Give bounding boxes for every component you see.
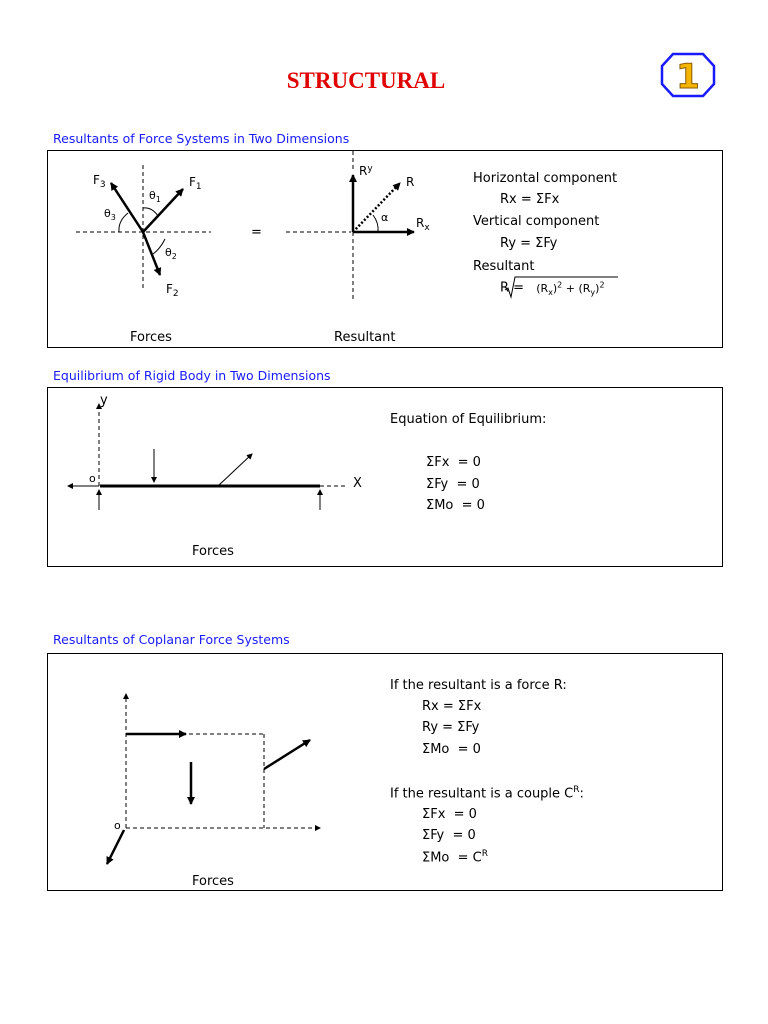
theta1-label: $\theta_1$ [149,189,161,204]
section-heading-resultants-2d: Resultants of Force Systems in Two Dimensions [53,131,350,146]
horizontal-component-label: Horizontal component [473,171,618,186]
couple-sum-fx-equation: ΣFx = 0 [422,807,477,822]
equilibrium-panel [47,387,723,567]
sum-fy-equation: ΣFy = 0 [426,477,480,492]
rx-equation: Rx = ΣFx [422,699,482,714]
section-heading-equilibrium: Equilibrium of Rigid Body in Two Dimensions [53,368,331,383]
ry-equation: Ry = ΣFy [500,236,558,251]
x-axis-label: X [353,476,362,491]
coplanar-panel [47,653,723,891]
coplanar-diagram [48,654,722,890]
equals-sign: = [251,225,262,240]
force-resultant-title: If the resultant is a force R: [390,678,567,693]
resultants-2d-panel [47,150,723,348]
rx-label: $R_x$ [416,216,430,233]
resultant-r-arrow [353,183,400,232]
f1-label: $F_1$ [189,175,202,192]
forces-caption: Forces [130,330,172,345]
f2-label: $F_2$ [166,282,179,299]
origin-force-arrow [107,830,124,864]
f3-label: $F_3$ [93,173,106,190]
resultant-caption: Resultant [334,330,396,345]
force-f2-arrow [143,232,160,275]
resultant-label: Resultant [473,259,535,274]
page-title: STRUCTURAL [286,68,446,93]
ry-equation: Ry = ΣFy [422,720,480,735]
ry-label: $R^y$ [359,164,373,178]
origin-label: o [89,472,96,485]
vertical-component-label: Vertical component [473,214,600,229]
angled-force-arrow [264,740,310,769]
page-number: 1 [676,57,700,97]
forces-caption: Forces [192,544,234,559]
angled-load-arrow [218,454,252,486]
theta2-label: $\theta_2$ [165,246,177,261]
couple-sum-mo-equation: $\Sigma Mo = C^R$ [422,849,489,866]
alpha-label: α [381,211,389,224]
sum-fx-equation: ΣFx = 0 [426,455,481,470]
y-axis-label: y [100,393,108,408]
theta3-label: $\theta_3$ [104,207,116,222]
origin-label: o [114,819,121,832]
forces-caption: Forces [192,874,234,889]
force-f3-arrow [111,183,143,232]
r-label: R [406,175,415,189]
sum-mo-equation: ΣMo = 0 [422,742,481,757]
sum-mo-equation: ΣMo = 0 [426,498,485,513]
equilibrium-equation-title: Equation of Equilibrium: [390,412,547,427]
couple-resultant-title: If the resultant is a couple $C^R$: [390,785,584,802]
resultants-2d-diagram [48,151,722,347]
page-number-badge [660,52,716,98]
section-heading-coplanar: Resultants of Coplanar Force Systems [53,632,290,647]
r-equation: $R = (R_x)^2 + (R_y)^2$ [500,280,605,297]
couple-sum-fy-equation: ΣFy = 0 [422,828,476,843]
rx-equation: Rx = ΣFx [500,192,560,207]
equilibrium-diagram [48,388,722,566]
